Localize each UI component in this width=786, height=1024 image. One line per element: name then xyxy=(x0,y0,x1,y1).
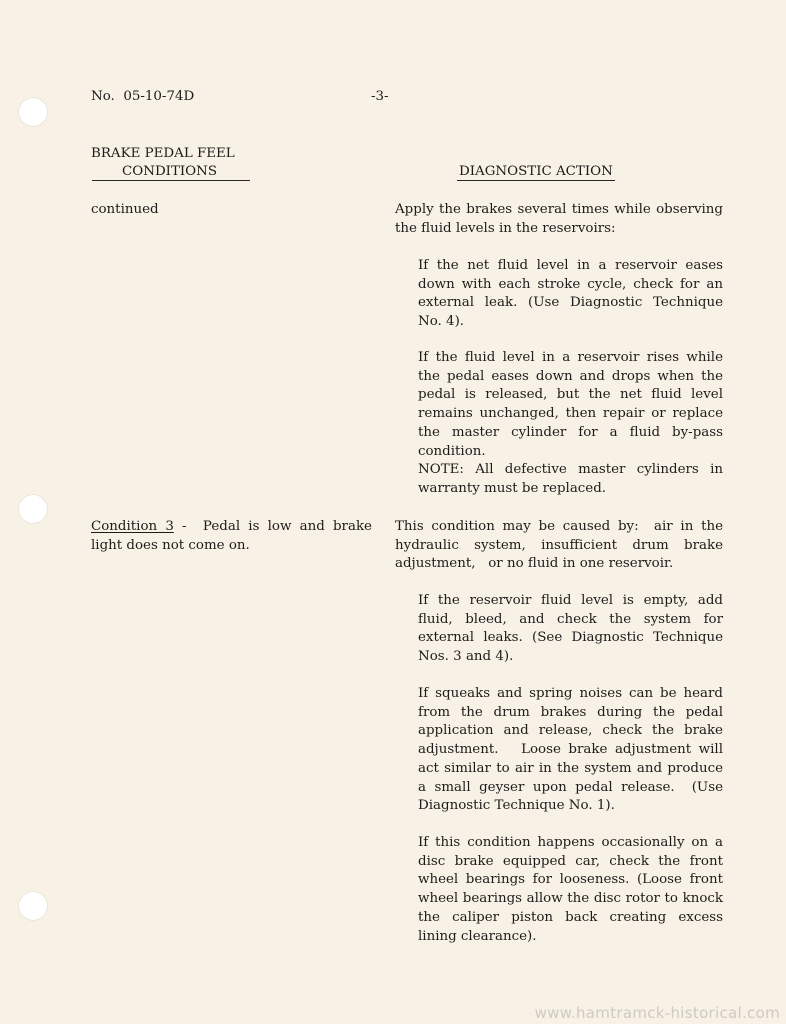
right-heading: DIAGNOSTIC ACTION xyxy=(459,164,613,179)
condition-3-label: Condition 3 xyxy=(91,519,174,534)
left-heading-line1: BRAKE PEDAL FEEL xyxy=(91,146,235,161)
paragraph-squeaks: If squeaks and spring noises can be heard from the drum brakes during the pedal application and release, check the brake adjustment. Loose brake adjustment will act similar to air in the system and produce a small geyser upon pedal release. (Use Diagnostic Technique No. 1). xyxy=(418,686,728,814)
page-number: -3- xyxy=(371,89,389,104)
left-heading-line2: CONDITIONS xyxy=(122,164,218,179)
condition-3 xyxy=(91,518,377,555)
right-heading-underline xyxy=(457,180,615,181)
intro-paragraph: Apply the brakes several times while observing the fluid levels in the reservoirs: xyxy=(395,202,723,236)
paragraph-external-leak: If the net fluid level in a reservoir eases down with each stroke cycle, check for an external leak. (Use Diagnostic Technique No. 4). xyxy=(418,258,723,330)
site-watermark: www.hamtramck-historical.com xyxy=(534,1004,780,1022)
left-heading-underline xyxy=(92,180,250,181)
paragraph-disc-brake: If this condition happens occasionally on a disc brake equipped car, check the front wheel bearings for looseness. (Loose front wheel bearings allow the disc rotor to knock the caliper piston back creating excess lining clearance). xyxy=(418,835,723,944)
binder-hole-middle xyxy=(18,494,48,524)
paragraph-reservoir-empty: If the reservoir fluid level is empty, add fluid, bleed, and check the system for external leaks. (See Diagnostic Technique Nos. 3 and 4). xyxy=(418,593,723,665)
continued-label: continued xyxy=(91,202,159,217)
condition-3-text: - Pedal is low and brake light does not come on. xyxy=(91,519,377,553)
note-paragraph: NOTE: All defective master cylinders in warranty must be replaced. xyxy=(418,462,723,496)
paragraph-master-cylinder: If the fluid level in a reservoir rises while the pedal eases down and drops when the pedal is released, but the net fluid level remains unchanged, then repair or replace the master cylinder for a fluid by-pass condition. xyxy=(418,350,723,459)
binder-hole-bottom xyxy=(18,891,48,921)
binder-hole-top xyxy=(18,97,48,127)
cause-paragraph: This condition may be caused by: air in the hydraulic system, insufficient drum brake adjustment, or no fluid in one reservoir. xyxy=(395,519,728,572)
doc-number: No. 05-10-74D xyxy=(91,89,195,104)
